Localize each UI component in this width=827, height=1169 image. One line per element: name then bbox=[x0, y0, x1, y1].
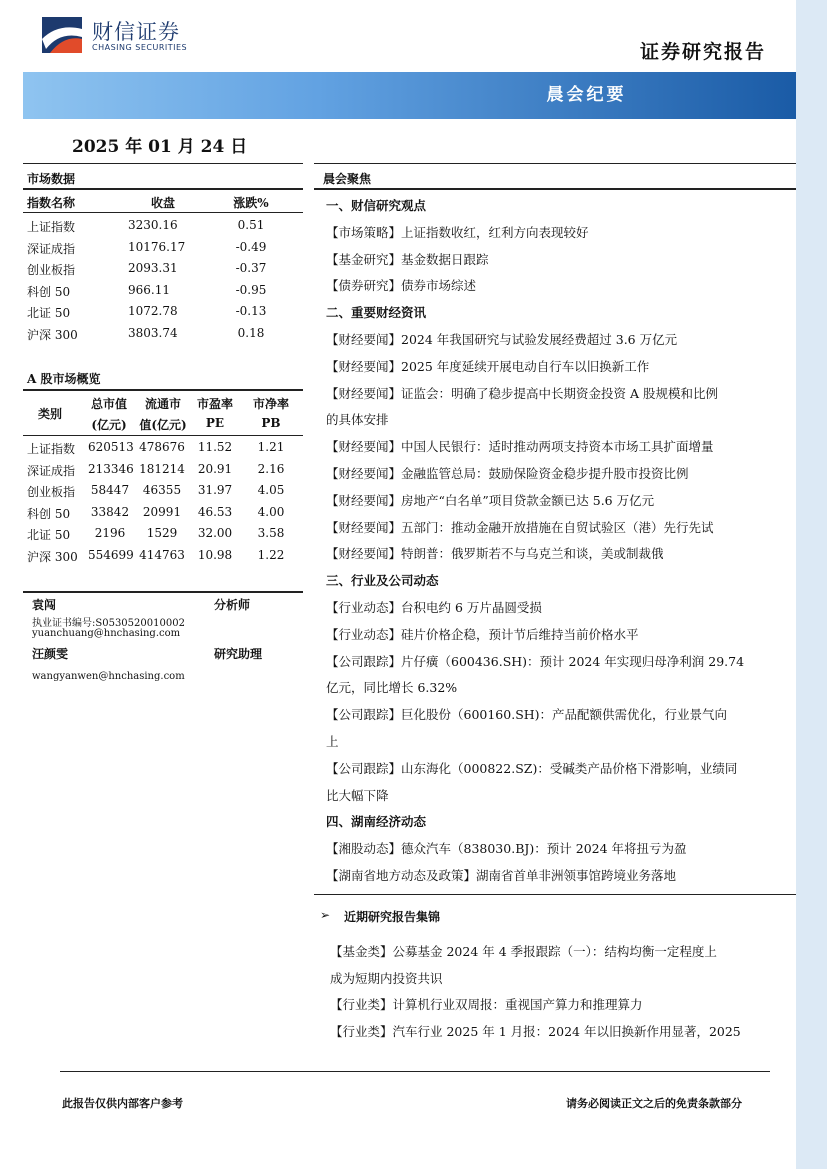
ashare-cell-name: 沪深 300 bbox=[27, 549, 78, 564]
news-item[interactable]: 【财经要闻】特朗普：俄罗斯若不与乌克兰和谈，美或制裁俄 bbox=[326, 546, 664, 562]
ashare-header-float: 流通市 bbox=[144, 397, 181, 411]
divider bbox=[23, 435, 303, 436]
market-cell-close: 2093.31 bbox=[128, 261, 178, 275]
ashare-cell-mktcap: 33842 bbox=[90, 504, 130, 519]
analyst-role: 分析师 bbox=[214, 598, 251, 612]
arrow-icon: ➢ bbox=[320, 908, 331, 922]
assistant-name: 汪颜雯 bbox=[32, 647, 69, 661]
footer-disclaimer-right: 请务必阅读正文之后的免责条款部分 bbox=[566, 1097, 742, 1110]
market-cell-change: -0.49 bbox=[235, 239, 267, 254]
ashare-cell-float: 20991 bbox=[142, 504, 182, 519]
ashare-cell-name: 上证指数 bbox=[27, 442, 76, 456]
ashare-cell-name: 科创 50 bbox=[27, 506, 71, 521]
right-decorative-strip bbox=[796, 0, 827, 1169]
divider bbox=[23, 591, 303, 593]
news-item[interactable]: 的具体安排 bbox=[326, 412, 389, 428]
news-item[interactable]: 【湘股动态】德众汽车（838030.BJ)：预计 2024 年将扭亏为盈 bbox=[326, 841, 687, 857]
news-item[interactable]: 【公司跟踪】巨化股份（600160.SH)：产品配额供需优化，行业景气向 bbox=[326, 707, 728, 723]
divider bbox=[23, 389, 303, 391]
ashare-cell-float: 1529 bbox=[146, 526, 178, 540]
ashare-cell-pe: 32.00 bbox=[197, 526, 233, 540]
news-item[interactable]: 【公司跟踪】山东海化（000822.SZ)：受碱类产品价格下滑影响，业绩同 bbox=[326, 760, 738, 776]
document-type: 证券研究报告 bbox=[640, 41, 767, 63]
news-item[interactable]: 【基金研究】基金数据日跟踪 bbox=[326, 251, 489, 267]
market-cell-close: 3230.16 bbox=[128, 218, 178, 232]
section-heading: 四、湖南经济动态 bbox=[326, 814, 427, 830]
news-item[interactable]: 【公司跟踪】片仔癀（600436.SH)：预计 2024 年实现归母净利润 29.74 bbox=[326, 653, 745, 669]
ashare-cell-float: 414763 bbox=[139, 547, 185, 562]
market-cell-change: -0.13 bbox=[235, 304, 267, 318]
market-cell-close: 3803.74 bbox=[128, 325, 178, 340]
footer-disclaimer-left: 此报告仅供内部客户参考 bbox=[62, 1097, 183, 1110]
market-cell-change: -0.37 bbox=[235, 261, 267, 275]
analyst-name: 袁闯 bbox=[32, 598, 57, 612]
ashare-cell-float: 478676 bbox=[139, 440, 185, 454]
news-item[interactable]: 比大幅下降 bbox=[326, 787, 389, 803]
ashare-cell-pe: 46.53 bbox=[197, 504, 233, 519]
ashare-cell-pe: 31.97 bbox=[197, 483, 233, 497]
ashare-cell-mktcap: 58447 bbox=[90, 483, 130, 497]
ashare-header-pb: 市净率 bbox=[252, 397, 289, 411]
ashare-header-mktcap-unit: (亿元) bbox=[91, 418, 127, 432]
assistant-email[interactable]: wangyanwen@hnchasing.com bbox=[32, 671, 185, 682]
news-item[interactable]: 【财经要闻】金融监管总局：鼓励保险资金稳步提升股市投资比例 bbox=[326, 466, 689, 481]
market-cell-close: 10176.17 bbox=[128, 239, 186, 254]
divider bbox=[23, 212, 303, 213]
market-cell-close: 966.11 bbox=[128, 282, 170, 297]
news-item[interactable]: 【湖南省地方动态及政策】湖南省首单非洲领事馆跨境业务落地 bbox=[326, 868, 677, 883]
divider bbox=[314, 894, 796, 895]
focus-title: 晨会聚焦 bbox=[323, 172, 372, 186]
ashare-cell-name: 北证 50 bbox=[27, 528, 71, 542]
news-item[interactable]: 【财经要闻】2025 年度延续开展电动自行车以旧换新工作 bbox=[326, 358, 650, 374]
ashare-cell-pb: 4.00 bbox=[257, 504, 285, 519]
ashare-cell-pb: 1.21 bbox=[257, 440, 285, 454]
ashare-cell-float: 46355 bbox=[142, 483, 182, 497]
analyst-cert: 执业证书编号:S0530520010002 bbox=[32, 618, 185, 629]
recent-reports-title: 近期研究报告集锦 bbox=[344, 910, 441, 924]
ashare-cell-pb: 1.22 bbox=[257, 547, 285, 562]
market-cell-name: 上证指数 bbox=[27, 220, 76, 234]
recent-report-item[interactable]: 【行业类】计算机行业双周报：重视国产算力和推理算力 bbox=[330, 997, 643, 1012]
ashare-header-pb-abbr: PB bbox=[261, 416, 281, 430]
ashare-header-pe: 市盈率 bbox=[196, 397, 233, 411]
ashare-cell-float: 181214 bbox=[139, 461, 185, 476]
ashare-cell-name: 深证成指 bbox=[27, 463, 76, 478]
ashare-cell-pe: 10.98 bbox=[197, 547, 233, 562]
news-item[interactable]: 【财经要闻】证监会：明确了稳步提高中长期资金投资 A 股规模和比例 bbox=[326, 385, 718, 401]
market-header-close: 收盘 bbox=[150, 196, 175, 210]
assistant-role: 研究助理 bbox=[214, 647, 263, 661]
footer-divider bbox=[60, 1071, 770, 1072]
section-heading: 二、重要财经资讯 bbox=[326, 305, 427, 321]
market-cell-change: 0.18 bbox=[237, 325, 265, 340]
section-heading: 一、财信研究观点 bbox=[326, 198, 427, 213]
ashare-cell-pe: 11.52 bbox=[197, 440, 233, 454]
recent-report-item[interactable]: 【行业类】汽车行业 2025 年 1 月报：2024 年以旧换新作用显著，2025 bbox=[330, 1023, 741, 1039]
news-item[interactable]: 亿元，同比增长 6.32% bbox=[326, 680, 458, 696]
divider bbox=[314, 188, 796, 190]
news-item[interactable]: 【财经要闻】2024 年我国研究与试验发展经费超过 3.6 万亿元 bbox=[326, 332, 678, 347]
ashare-header-mktcap: 总市值 bbox=[90, 397, 127, 411]
news-item[interactable]: 【行业动态】台积电约 6 万片晶圆受损 bbox=[326, 600, 542, 615]
ashare-cell-pb: 3.58 bbox=[257, 526, 285, 540]
news-item[interactable]: 【行业动态】硅片价格企稳，预计节后维持当前价格水平 bbox=[326, 626, 639, 642]
ashare-cell-mktcap: 620513 bbox=[88, 440, 134, 454]
market-header-change: 涨跌% bbox=[233, 196, 269, 210]
analyst-email[interactable]: yuanchuang@hnchasing.com bbox=[32, 628, 181, 639]
news-item[interactable]: 上 bbox=[326, 734, 339, 749]
market-header-name: 指数名称 bbox=[27, 196, 76, 210]
market-cell-name: 深证成指 bbox=[27, 241, 76, 256]
chasing-logo-icon bbox=[38, 13, 86, 57]
market-cell-name: 科创 50 bbox=[27, 284, 71, 299]
report-date: 2025 年 01 月 24 日 bbox=[72, 137, 248, 157]
recent-report-item[interactable]: 【基金类】公募基金 2024 年 4 季报跟踪（一）：结构均衡一定程度上 bbox=[330, 944, 717, 959]
market-cell-name: 沪深 300 bbox=[27, 327, 78, 342]
news-item[interactable]: 【财经要闻】房地产“白名单”项目贷款金额已达 5.6 万亿元 bbox=[326, 492, 655, 508]
ashare-header-category: 类别 bbox=[38, 407, 63, 421]
market-cell-name: 创业板指 bbox=[27, 263, 76, 277]
divider bbox=[23, 163, 303, 164]
divider bbox=[314, 163, 796, 164]
ashare-cell-mktcap: 554699 bbox=[88, 547, 134, 562]
ashare-cell-pb: 4.05 bbox=[257, 483, 285, 497]
ashare-cell-name: 创业板指 bbox=[27, 485, 76, 499]
brand-name-en: CHASING SECURITIES bbox=[92, 43, 188, 52]
ashare-header-pe-abbr: PE bbox=[205, 416, 225, 430]
ashare-overview-title: A 股市场概览 bbox=[27, 372, 101, 386]
news-item[interactable]: 【市场策略】上证指数收红，红利方向表现较好 bbox=[326, 224, 589, 240]
banner-title: 晨会纪要 bbox=[546, 85, 627, 105]
ashare-cell-mktcap: 2196 bbox=[94, 526, 126, 540]
ashare-header-float-unit: 值(亿元) bbox=[139, 418, 187, 432]
divider bbox=[23, 188, 303, 190]
recent-report-item[interactable]: 成为短期内投资共识 bbox=[330, 970, 443, 986]
ashare-cell-mktcap: 213346 bbox=[88, 461, 134, 476]
market-data-title: 市场数据 bbox=[27, 172, 76, 186]
market-cell-name: 北证 50 bbox=[27, 306, 71, 320]
news-item[interactable]: 【债券研究】债券市场综述 bbox=[326, 278, 477, 294]
market-cell-close: 1072.78 bbox=[128, 304, 178, 318]
news-item[interactable]: 【财经要闻】五部门：推动金融开放措施在自贸试验区（港）先行先试 bbox=[326, 519, 714, 535]
ashare-cell-pb: 2.16 bbox=[257, 461, 285, 476]
ashare-cell-pe: 20.91 bbox=[197, 461, 233, 476]
news-item[interactable]: 【财经要闻】中国人民银行：适时推动两项支持资本市场工具扩面增量 bbox=[326, 439, 714, 455]
market-cell-change: -0.95 bbox=[235, 282, 267, 297]
section-heading: 三、行业及公司动态 bbox=[326, 573, 439, 589]
market-cell-change: 0.51 bbox=[237, 218, 265, 232]
brand-name-cn: 财信证券 bbox=[92, 20, 180, 44]
